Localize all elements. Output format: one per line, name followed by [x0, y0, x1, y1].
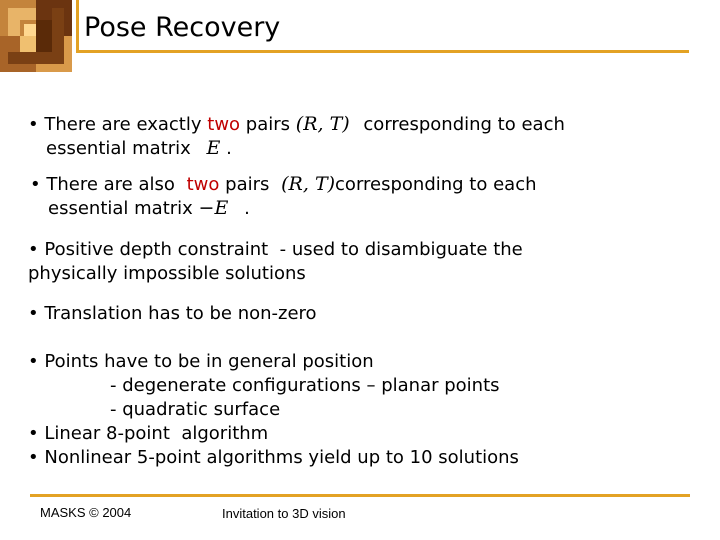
- bullet-3-line-1: [28, 238, 523, 262]
- bullet-text: pairs: [245, 114, 291, 135]
- bullet-2-line-1: [30, 172, 537, 197]
- bullet-2-line-2: [48, 196, 250, 221]
- title-underline: [76, 50, 689, 53]
- highlight-word: two: [186, 174, 220, 195]
- bullet-marker: •: [28, 303, 39, 324]
- footer-rule: [30, 494, 690, 497]
- bullet-text: .: [226, 138, 232, 159]
- bullet-1-line-2: [46, 136, 232, 161]
- bullet-text: Linear 8-point algorithm: [44, 423, 269, 444]
- bullet-5-line-2: - degenerate configurations – planar points: [110, 375, 500, 396]
- math-expression: (R, T): [281, 173, 336, 195]
- footer-course-title: Invitation to 3D vision: [222, 506, 346, 521]
- bullet-text: .: [244, 198, 250, 219]
- bullet-text: pairs: [225, 174, 270, 195]
- bullet-marker: •: [30, 174, 41, 195]
- bullet-7-line-1: [28, 446, 519, 470]
- bullet-5-line-3: - quadratic surface: [110, 399, 281, 420]
- bullet-text: essential matrix: [46, 138, 191, 159]
- math-expression: E: [206, 137, 221, 159]
- bullet-3-line-2: physically impossible solutions: [28, 263, 306, 284]
- math-expression: (R, T): [295, 113, 350, 135]
- highlight-word: two: [207, 114, 241, 135]
- bullet-marker: •: [28, 351, 39, 372]
- bullet-text: There are also: [46, 174, 175, 195]
- bullet-6-line-1: [28, 422, 268, 446]
- bullet-1-line-1: [28, 112, 565, 137]
- bullet-5-line-1: [28, 350, 374, 374]
- bullet-4-line-1: [28, 302, 317, 326]
- wooden-cube-illusion-icon: [0, 0, 72, 72]
- bullet-marker: •: [28, 114, 39, 135]
- bullet-marker: •: [28, 447, 39, 468]
- bullet-text: Nonlinear 5-point algorithms yield up to 10 solutions: [44, 447, 519, 468]
- bullet-marker: •: [28, 423, 39, 444]
- bullet-text: There are exactly: [44, 114, 202, 135]
- bullet-text: Positive depth constraint - used to disambiguate the: [44, 239, 523, 260]
- bullet-text: corresponding to each: [363, 114, 565, 135]
- footer-copyright: MASKS © 2004: [40, 505, 132, 520]
- page-title: Pose Recovery: [84, 12, 281, 43]
- bullet-marker: •: [28, 239, 39, 260]
- bullet-text: Translation has to be non-zero: [44, 303, 317, 324]
- bullet-text: Points have to be in general position: [44, 351, 374, 372]
- title-rule-left: [76, 0, 79, 53]
- math-expression: −E: [198, 197, 229, 219]
- bullet-text: corresponding to each: [335, 174, 537, 195]
- bullet-text: essential matrix: [48, 198, 193, 219]
